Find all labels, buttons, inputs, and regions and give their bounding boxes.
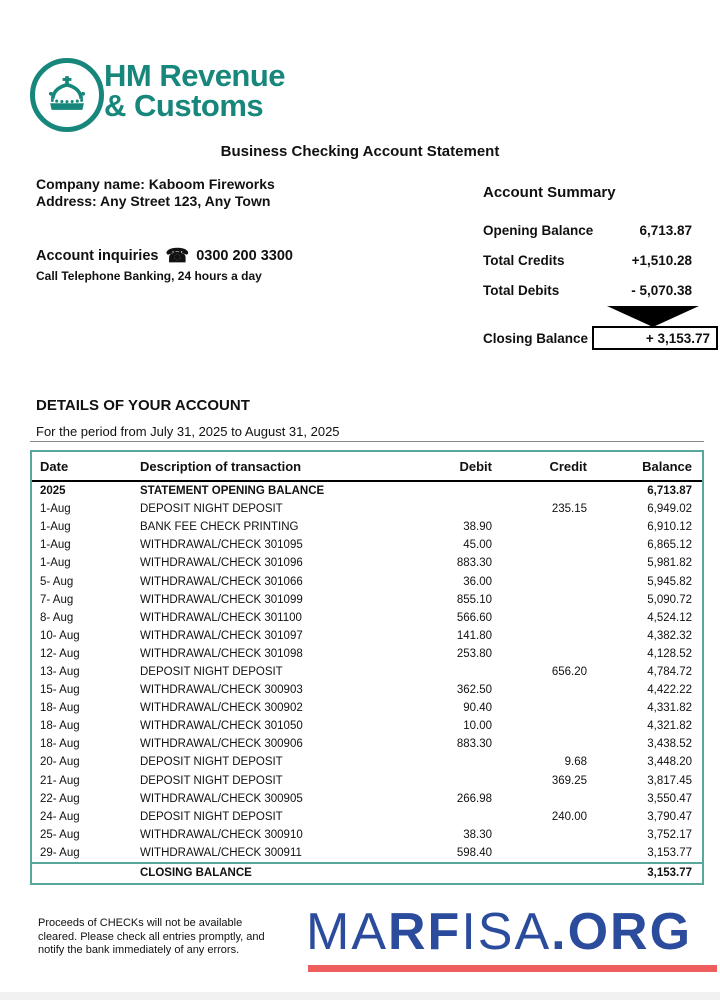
row-balance: 3,448.20 bbox=[647, 756, 692, 769]
header-balance: Balance bbox=[642, 458, 692, 474]
table-row bbox=[32, 645, 702, 663]
table-row bbox=[32, 717, 702, 735]
row-balance: 3,752.17 bbox=[647, 828, 692, 841]
table-row bbox=[32, 808, 702, 826]
row-date: 25- Aug bbox=[40, 828, 80, 841]
row-description: WITHDRAWAL/CHECK 301097 bbox=[140, 629, 303, 642]
row-balance: 5,945.82 bbox=[647, 575, 692, 588]
row-date: 1-Aug bbox=[40, 521, 71, 534]
row-description: BANK FEE CHECK PRINTING bbox=[140, 521, 299, 534]
row-debit: 855.10 bbox=[456, 593, 492, 606]
row-balance: 3,817.45 bbox=[647, 774, 692, 787]
logo-line1: HM Revenue bbox=[104, 58, 286, 93]
row-description: DEPOSIT NIGHT DEPOSIT bbox=[140, 756, 283, 769]
arrow-down-icon bbox=[607, 306, 699, 327]
row-balance: 4,321.82 bbox=[647, 720, 692, 733]
table-row bbox=[32, 790, 702, 808]
closing-balance-value: + 3,153.77 bbox=[645, 330, 710, 346]
closing-balance-row bbox=[32, 862, 702, 883]
brand-segment: RF bbox=[388, 903, 462, 961]
table-row bbox=[32, 826, 702, 844]
account-summary-title: Account Summary bbox=[483, 184, 616, 201]
row-debit: 38.90 bbox=[463, 521, 492, 534]
inquiries-label: Account inquiries bbox=[36, 248, 159, 264]
row-balance: 5,981.82 bbox=[647, 557, 692, 570]
table-row bbox=[32, 681, 702, 699]
closing-row-balance: 3,153.77 bbox=[647, 867, 692, 880]
summary-value: 6,713.87 bbox=[639, 222, 692, 238]
phone-icon: ☎ bbox=[165, 246, 190, 267]
statement-title: Business Checking Account Statement bbox=[220, 143, 500, 160]
table-row bbox=[32, 572, 702, 590]
row-credit: 235.15 bbox=[551, 503, 587, 516]
hmrc-logo bbox=[30, 58, 104, 132]
brand-segment: .ORG bbox=[551, 903, 693, 961]
row-description: DEPOSIT NIGHT DEPOSIT bbox=[140, 503, 283, 516]
telephone-banking-note: Call Telephone Banking, 24 hours a day bbox=[36, 269, 262, 283]
row-date: 1-Aug bbox=[40, 539, 71, 552]
header-debit: Debit bbox=[459, 458, 492, 474]
row-date: 18- Aug bbox=[40, 702, 80, 715]
row-debit: 141.80 bbox=[456, 629, 492, 642]
row-date: 10- Aug bbox=[40, 629, 80, 642]
row-balance: 6,713.87 bbox=[647, 485, 692, 498]
disclaimer-line: Proceeds of CHECKs will not be available bbox=[38, 917, 243, 929]
row-balance: 3,438.52 bbox=[647, 738, 692, 751]
row-credit: 9.68 bbox=[564, 756, 587, 769]
row-balance: 3,153.77 bbox=[647, 846, 692, 859]
summary-row-total-debits bbox=[483, 275, 692, 305]
header-date: Date bbox=[40, 458, 69, 474]
inquiries-phone-number: 0300 200 3300 bbox=[196, 248, 293, 264]
row-balance: 5,090.72 bbox=[647, 593, 692, 606]
row-debit: 10.00 bbox=[463, 720, 492, 733]
table-row bbox=[32, 735, 702, 753]
table-row bbox=[32, 609, 702, 627]
row-debit: 266.98 bbox=[456, 792, 492, 805]
row-date: 20- Aug bbox=[40, 756, 80, 769]
row-date: 15- Aug bbox=[40, 684, 80, 697]
row-balance: 4,128.52 bbox=[647, 647, 692, 660]
row-credit: 369.25 bbox=[551, 774, 587, 787]
row-date: 18- Aug bbox=[40, 720, 80, 733]
account-inquiries-line bbox=[36, 245, 293, 268]
row-description: STATEMENT OPENING BALANCE bbox=[140, 485, 325, 498]
header-credit: Credit bbox=[549, 458, 587, 474]
row-balance: 4,331.82 bbox=[647, 702, 692, 715]
row-description: WITHDRAWAL/CHECK 301098 bbox=[140, 647, 303, 660]
row-balance: 4,784.72 bbox=[647, 665, 692, 678]
table-header-row bbox=[32, 452, 702, 482]
table-row bbox=[32, 844, 702, 862]
table-row bbox=[32, 554, 702, 572]
row-description: WITHDRAWAL/CHECK 300906 bbox=[140, 738, 303, 751]
row-date: 12- Aug bbox=[40, 647, 80, 660]
row-description: WITHDRAWAL/CHECK 301095 bbox=[140, 539, 303, 552]
row-date: 13- Aug bbox=[40, 665, 80, 678]
table-row bbox=[32, 699, 702, 717]
row-balance: 6,865.12 bbox=[647, 539, 692, 552]
row-balance: 3,790.47 bbox=[647, 810, 692, 823]
row-date: 24- Aug bbox=[40, 810, 80, 823]
row-description: WITHDRAWAL/CHECK 300905 bbox=[140, 792, 303, 805]
row-credit: 240.00 bbox=[551, 810, 587, 823]
row-debit: 362.50 bbox=[456, 684, 492, 697]
row-balance: 6,949.02 bbox=[647, 503, 692, 516]
summary-label: Total Credits bbox=[483, 252, 565, 268]
table-body bbox=[32, 482, 702, 862]
closing-balance-box bbox=[592, 326, 718, 350]
row-description: DEPOSIT NIGHT DEPOSIT bbox=[140, 665, 283, 678]
row-description: WITHDRAWAL/CHECK 301050 bbox=[140, 720, 303, 733]
row-balance: 6,910.12 bbox=[647, 521, 692, 534]
table-row bbox=[32, 500, 702, 518]
disclaimer-line: cleared. Please check all entries promptly, and bbox=[38, 930, 265, 943]
row-balance: 4,524.12 bbox=[647, 611, 692, 624]
row-description: WITHDRAWAL/CHECK 300910 bbox=[140, 828, 303, 841]
row-description: WITHDRAWAL/CHECK 301100 bbox=[140, 611, 302, 624]
row-date: 22- Aug bbox=[40, 792, 80, 805]
header-description: Description of transaction bbox=[140, 458, 302, 474]
company-info bbox=[36, 176, 275, 209]
row-date: 18- Aug bbox=[40, 738, 80, 751]
row-date: 7- Aug bbox=[40, 593, 74, 606]
company-name: Company name: Kaboom Fireworks bbox=[36, 176, 275, 192]
table-row bbox=[32, 772, 702, 790]
row-debit: 45.00 bbox=[463, 539, 492, 552]
disclaimer-line: notify the bank immediately of any errors. bbox=[38, 944, 240, 956]
row-description: WITHDRAWAL/CHECK 301099 bbox=[140, 593, 303, 606]
closing-balance-label: Closing Balance bbox=[483, 331, 589, 346]
table-row bbox=[32, 627, 702, 645]
row-balance: 4,382.32 bbox=[647, 629, 692, 642]
brand-segment: MA bbox=[306, 903, 388, 961]
table-row bbox=[32, 482, 702, 500]
row-debit: 38.30 bbox=[463, 828, 492, 841]
row-description: WITHDRAWAL/CHECK 301096 bbox=[140, 557, 303, 570]
summary-row-total-credits bbox=[483, 245, 692, 275]
summary-label: Total Debits bbox=[483, 282, 560, 298]
row-date: 29- Aug bbox=[40, 846, 80, 859]
statement-period: For the period from July 31, 2025 to August 31, 2025 bbox=[36, 424, 340, 439]
table-row bbox=[32, 536, 702, 554]
hmrc-logotype bbox=[104, 58, 286, 123]
row-debit: 90.40 bbox=[463, 702, 492, 715]
details-heading: DETAILS OF YOUR ACCOUNT bbox=[36, 397, 250, 414]
row-debit: 253.80 bbox=[456, 647, 492, 660]
row-debit: 883.30 bbox=[456, 557, 492, 570]
row-date: 2025 bbox=[40, 485, 66, 498]
row-balance: 4,422.22 bbox=[647, 684, 692, 697]
company-address: Address: Any Street 123, Any Town bbox=[36, 192, 271, 209]
row-date: 5- Aug bbox=[40, 575, 74, 588]
row-description: WITHDRAWAL/CHECK 300903 bbox=[140, 684, 303, 697]
row-credit: 656.20 bbox=[551, 665, 587, 678]
marfisa-wordmark bbox=[306, 902, 718, 964]
table-row bbox=[32, 663, 702, 681]
summary-row-opening-balance bbox=[483, 215, 692, 245]
marfisa-underline bbox=[308, 965, 717, 972]
table-row bbox=[32, 591, 702, 609]
summary-label: Opening Balance bbox=[483, 222, 594, 238]
closing-row-description: CLOSING BALANCE bbox=[140, 867, 252, 880]
row-description: DEPOSIT NIGHT DEPOSIT bbox=[140, 810, 283, 823]
account-summary bbox=[483, 215, 692, 305]
period-divider bbox=[30, 441, 704, 442]
transactions-table bbox=[30, 450, 704, 885]
summary-value: - 5,070.38 bbox=[631, 282, 692, 298]
crown-icon bbox=[45, 76, 89, 115]
brand-segment: ISA bbox=[461, 903, 552, 961]
row-description: WITHDRAWAL/CHECK 301066 bbox=[140, 575, 303, 588]
logo-line2: & Customs bbox=[104, 88, 264, 123]
row-debit: 566.60 bbox=[456, 611, 492, 624]
row-date: 8- Aug bbox=[40, 611, 74, 624]
row-debit: 883.30 bbox=[456, 738, 492, 751]
row-debit: 36.00 bbox=[463, 575, 492, 588]
page-bottom-strip bbox=[0, 992, 720, 1000]
row-description: DEPOSIT NIGHT DEPOSIT bbox=[140, 774, 283, 787]
row-date: 1-Aug bbox=[40, 503, 71, 516]
row-description: WITHDRAWAL/CHECK 300902 bbox=[140, 702, 303, 715]
table-row bbox=[32, 753, 702, 771]
row-description: WITHDRAWAL/CHECK 300911 bbox=[140, 846, 302, 859]
row-debit: 598.40 bbox=[456, 846, 492, 859]
footer-disclaimer bbox=[38, 917, 265, 958]
table-row bbox=[32, 518, 702, 536]
row-balance: 3,550.47 bbox=[647, 792, 692, 805]
row-date: 21- Aug bbox=[40, 774, 80, 787]
row-date: 1-Aug bbox=[40, 557, 71, 570]
summary-value: +1,510.28 bbox=[631, 252, 692, 268]
